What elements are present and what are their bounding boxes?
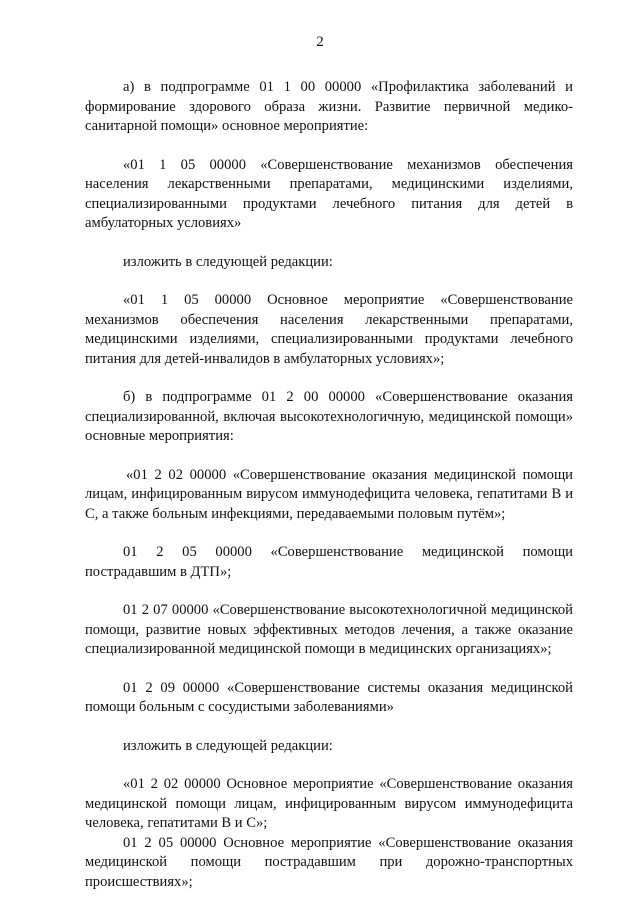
paragraph-new-wording-1: изложить в следующей редакции: [123,253,333,270]
paragraph-new-01-2-05: 01 2 05 00000 Основное мероприятие «Совершенствование оказания медицинской помощи пострадавшим при дорожно-транспортных происшествиях»; [85,834,573,890]
paragraph-new-01-1-05: «01 1 05 00000 Основное мероприятие «Совершенствование механизмов обеспечения населения лекарственными препаратами, медицинскими изделиями, специализированными продуктами лечебного питания для детей-инвалидов в амбулаторных условиях»; [85,292,573,367]
document-body [85,78,573,892]
paragraph-old-01-2-09: 01 2 09 00000 «Совершенствование системы оказания медицинской помощи больным с сосудистыми заболеваниями» [85,679,573,715]
paragraph-new-wording-2: изложить в следующей редакции: [123,737,333,754]
paragraph-new-01-2-02: «01 2 02 00000 Основное мероприятие «Совершенствование оказания медицинской помощи лицам, инфицированным вирусом иммунодефицита человека, гепатитами В и С»; [85,776,573,831]
paragraph-old-01-2-02: «01 2 02 00000 «Совершенствование оказания медицинской помощи лицам, инфицированным вирусом иммунодефицита человека, гепатитами В и С, а также больным инфекциями, передаваемыми половым путём»; [85,466,573,522]
paragraph-old-01-2-05: 01 2 05 00000 «Совершенствование медицинской помощи пострадавшим в ДТП»; [85,544,573,580]
paragraph-a-intro: а) в подпрограмме 01 1 00 00000 «Профилактика заболеваний и формирование здорового образа жизни. Развитие первичной медико-санитарной помощи» основное мероприятие: [85,79,573,134]
paragraph-old-01-2-07: 01 2 07 00000 «Совершенствование высокотехнологичной медицинской помощи, развитие новых эффективных методов лечения, а также оказание специализированной медицинской помощи в медицинских организациях»; [85,602,573,657]
page-number: 2 [316,34,324,50]
paragraph-old-01-1-05: «01 1 05 00000 «Совершенствование механизмов обеспечения населения лекарственными препаратами, медицинскими изделиями, специализированными продуктами лечебного питания для детей в амбулаторных условиях» [85,156,573,231]
paragraph-b-intro: б) в подпрограмме 01 2 00 00000 «Совершенствование оказания специализированной, включая высокотехнологичную, медицинской помощи» основные мероприятия: [85,389,573,444]
